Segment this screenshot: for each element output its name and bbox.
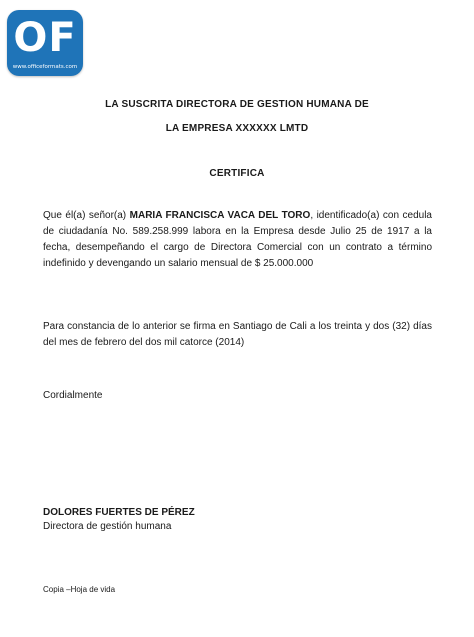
signature-place-paragraph: Para constancia de lo anterior se firma en Santiago de Cali a los treinta y dos (32) días del mes de febrero del dos mil catorce (2014)	[43, 321, 432, 348]
paragraph-intro: Que él(a) señor(a)	[43, 210, 130, 221]
copy-note: Copia –Hoja de vida	[43, 585, 116, 594]
certification-paragraph	[43, 208, 432, 272]
closing-text: Cordialmente	[43, 390, 103, 401]
logo-letters: OF	[13, 15, 77, 61]
header-line-1: LA SUSCRITA DIRECTORA DE GESTION HUMANA DE	[105, 99, 369, 110]
office-formats-logo	[7, 10, 83, 76]
signer-name: DOLORES FUERTES DE PÉREZ	[43, 507, 195, 518]
header-line-2: LA EMPRESA XXXXXX LMTD	[165, 123, 309, 134]
signer-role: Directora de gestión humana	[43, 521, 172, 532]
logo-url: www.officeformats.com	[12, 64, 78, 70]
employee-name: MARIA FRANCISCA VACA DEL TORO	[129, 210, 311, 221]
paragraph-details: , identificado(a) con cedula de ciudadanía No. 589.258.999 labora en la Empresa desde Julio 25 de 1917 a la fecha, desempeñando el cargo de Directora Comercial con un contrato a término indefinido y devengando un salario mensual de $ 25.000.000	[43, 210, 432, 269]
certifica-title: CERTIFICA	[209, 168, 265, 179]
